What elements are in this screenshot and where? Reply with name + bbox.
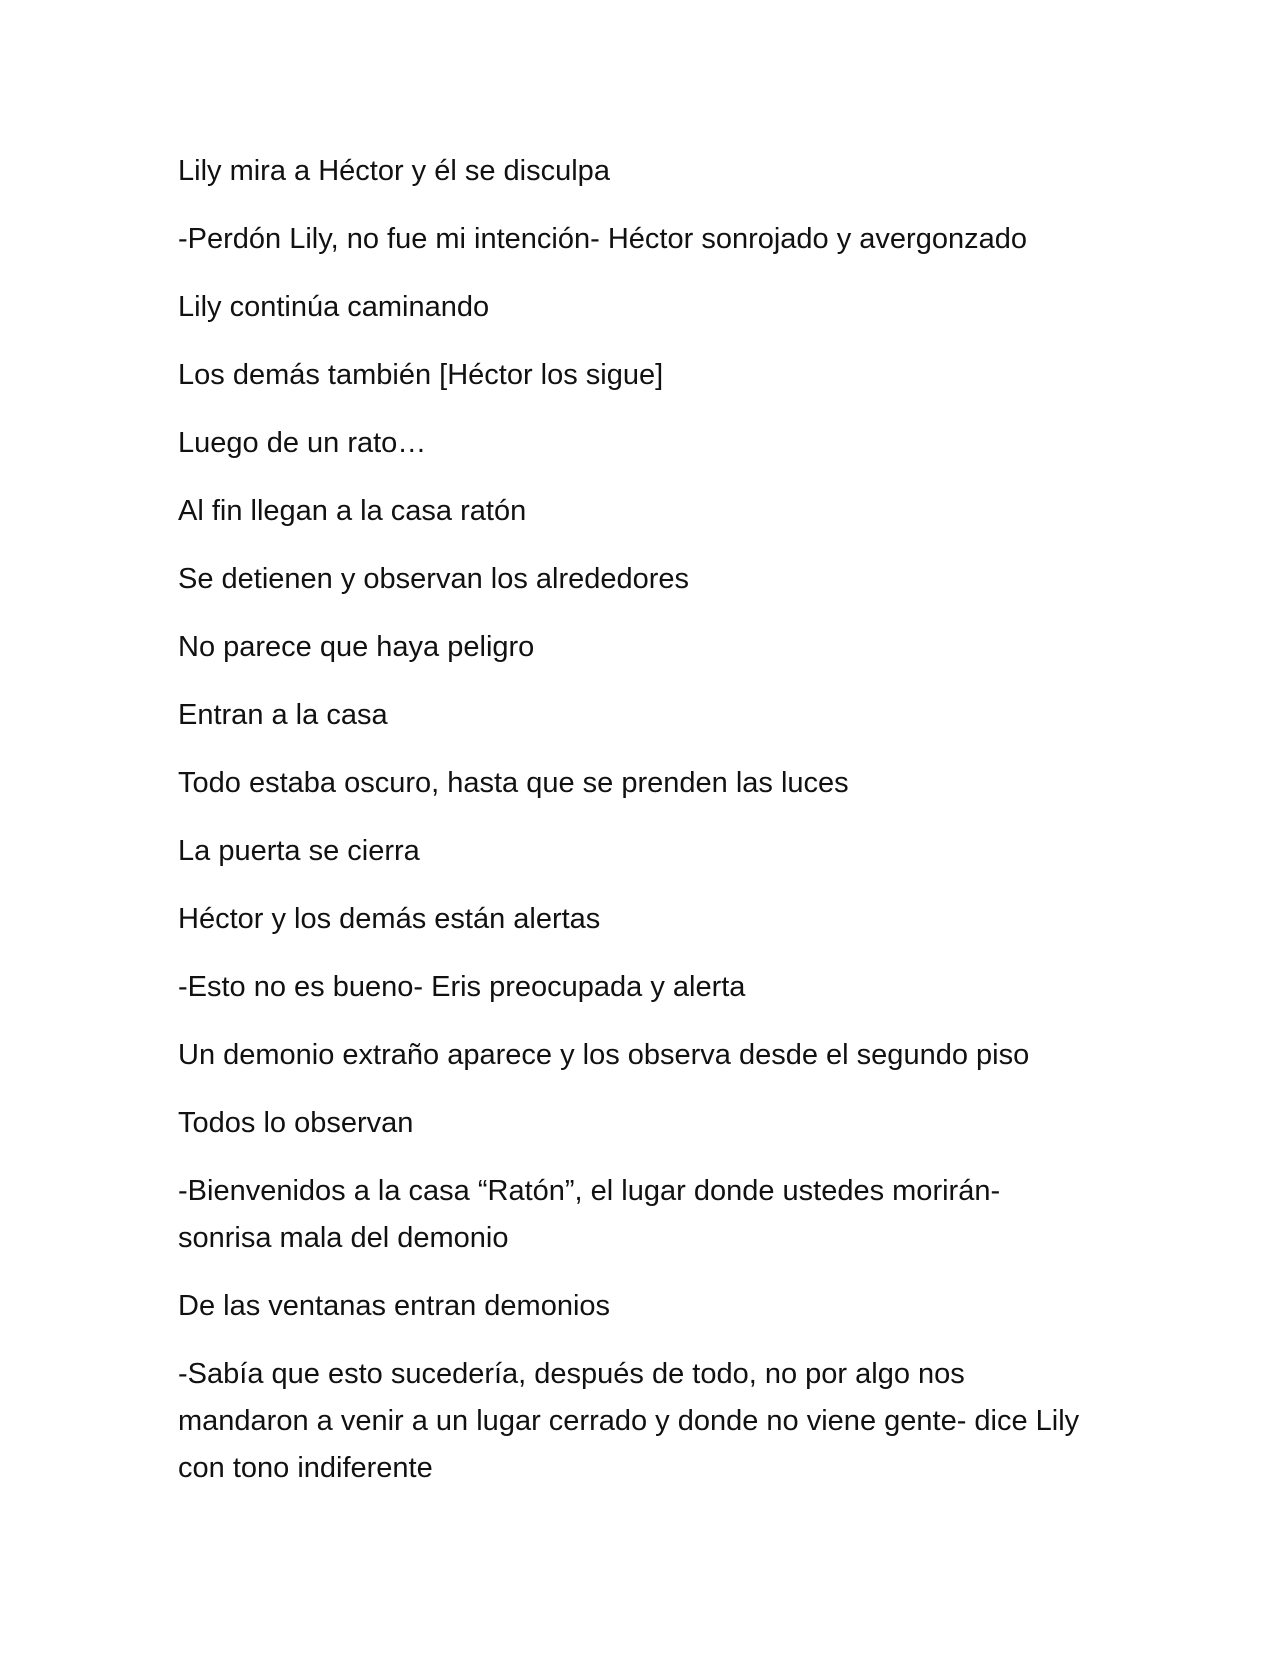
paragraph: -Esto no es bueno- Eris preocupada y alerta [178, 971, 746, 1003]
paragraph: -Bienvenidos a la casa “Ratón”, el lugar donde ustedes morirán- sonrisa mala del demonio [178, 1175, 1001, 1254]
paragraph: Todos lo observan [178, 1107, 414, 1139]
paragraph: Un demonio extraño aparece y los observa desde el segundo piso [178, 1039, 1030, 1071]
paragraph: Luego de un rato… [178, 427, 427, 459]
paragraph: Los demás también [Héctor los sigue] [178, 359, 664, 391]
paragraph: -Perdón Lily, no fue mi intención- Héctor sonrojado y avergonzado [178, 223, 1027, 255]
paragraph: Se detienen y observan los alrededores [178, 563, 690, 595]
paragraph: Lily mira a Héctor y él se disculpa [178, 155, 610, 187]
paragraph: Al fin llegan a la casa ratón [178, 495, 527, 527]
paragraph: Héctor y los demás están alertas [178, 903, 601, 935]
paragraph: La puerta se cierra [178, 835, 420, 867]
paragraph: Todo estaba oscuro, hasta que se prenden las luces [178, 767, 849, 799]
document-body [178, 148, 1098, 1513]
paragraph: No parece que haya peligro [178, 631, 535, 663]
paragraph: Entran a la casa [178, 699, 388, 731]
paragraph: -Sabía que esto sucedería, después de todo, no por algo nos mandaron a venir a un lugar cerrado y donde no viene gente- dice Lily con tono indiferente [178, 1358, 1080, 1484]
paragraph: De las ventanas entran demonios [178, 1290, 611, 1322]
paragraph: Lily continúa caminando [178, 291, 490, 323]
